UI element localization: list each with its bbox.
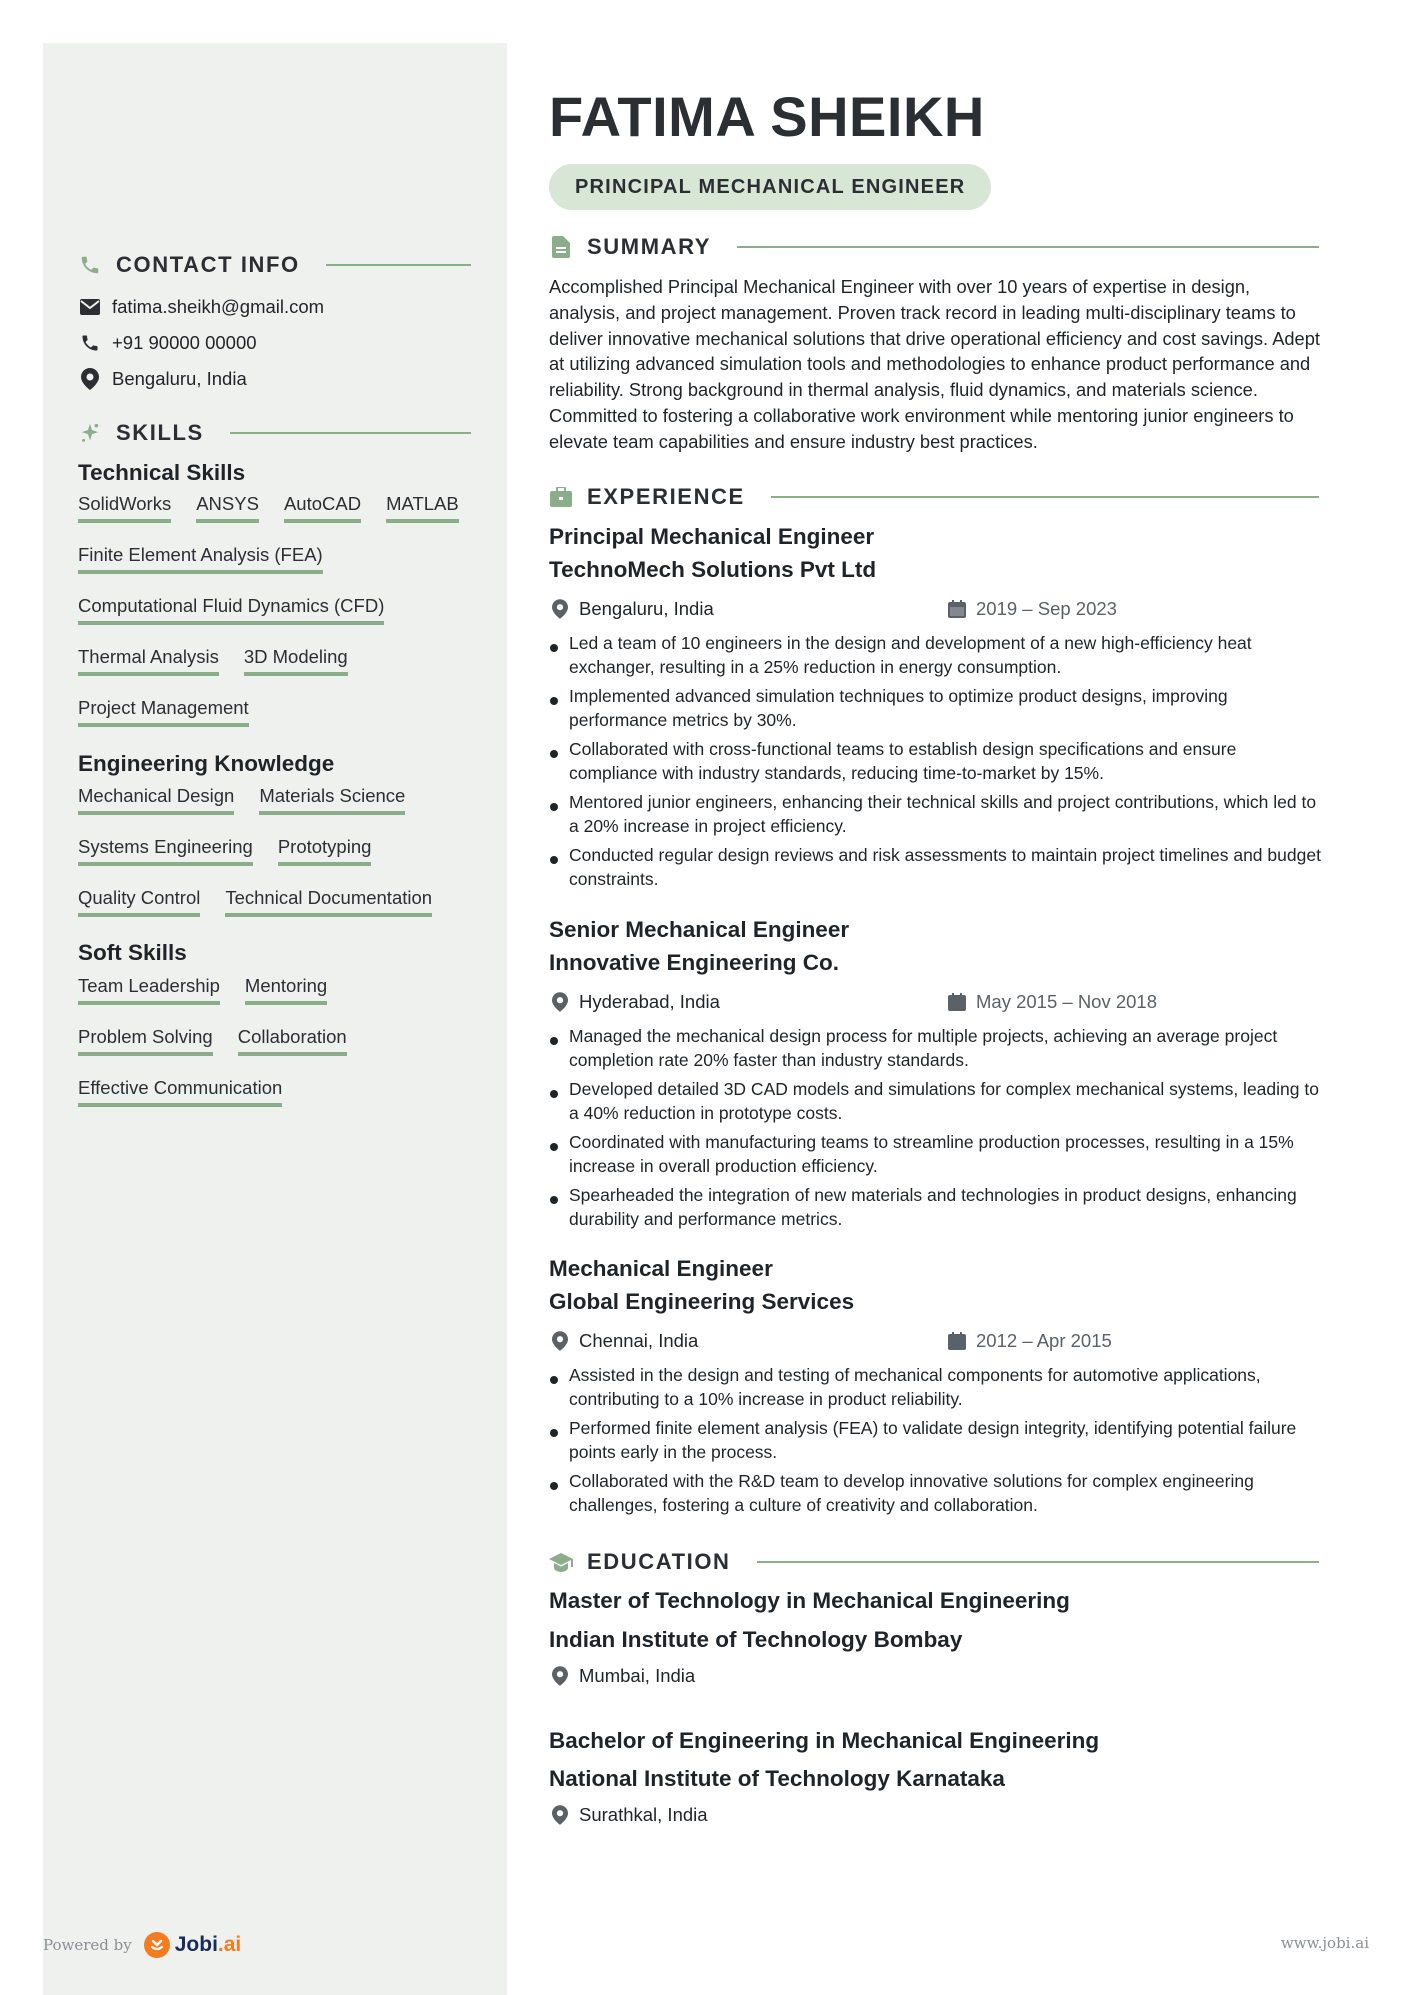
calendar-icon xyxy=(946,991,968,1013)
section-divider xyxy=(737,246,1319,248)
location-text: Bengaluru, India xyxy=(112,368,247,389)
powered-by-label: Powered by xyxy=(43,1936,132,1954)
skill-tag: Computational Fluid Dynamics (CFD) xyxy=(78,595,384,625)
calendar-icon xyxy=(946,1330,968,1352)
map-pin-icon xyxy=(549,991,571,1013)
job-title: Mechanical Engineer xyxy=(549,1256,773,1281)
summary-heading xyxy=(549,234,1319,260)
skill-tag: Project Management xyxy=(78,697,249,727)
location-text: Chennai, India xyxy=(579,1330,699,1351)
dates-text: 2019 – Sep 2023 xyxy=(976,598,1117,619)
school-name: National Institute of Technology Karnataka xyxy=(549,1766,1005,1791)
skill-tags-technical xyxy=(78,493,478,727)
contact-phone[interactable] xyxy=(78,331,257,355)
graduation-cap-icon xyxy=(549,1550,573,1574)
job-title: Senior Mechanical Engineer xyxy=(549,917,850,942)
list-item: Collaborated with cross-functional teams to establish design specifications and ensure compliance with industry standards, reducing time-to-market by 15%. xyxy=(549,738,1329,785)
skill-tag: Finite Element Analysis (FEA) xyxy=(78,544,323,574)
brand-main: Jobi xyxy=(174,1933,218,1956)
calendar-icon xyxy=(946,598,968,620)
skill-tag: Collaboration xyxy=(238,1026,347,1056)
contact-info-heading xyxy=(78,252,471,278)
skill-tags-soft xyxy=(78,975,478,1107)
skill-tag: ANSYS xyxy=(196,493,259,523)
skill-tags-engineering xyxy=(78,785,478,917)
list-item: Conducted regular design reviews and risk assessments to maintain project timelines and budget constraints. xyxy=(549,844,1329,891)
contact-info-title: CONTACT INFO xyxy=(116,252,300,277)
skill-tag: Systems Engineering xyxy=(78,836,253,866)
powered-by-footer[interactable] xyxy=(43,1932,241,1958)
brand-accent: .ai xyxy=(217,1933,242,1956)
location-text: Bengaluru, India xyxy=(579,598,714,619)
website-link[interactable]: www.jobi.ai xyxy=(1280,1934,1369,1952)
school-location xyxy=(549,1665,695,1687)
map-pin-icon xyxy=(549,1330,571,1352)
job-location xyxy=(549,598,714,620)
skill-tag: 3D Modeling xyxy=(244,646,348,676)
job-location xyxy=(549,991,720,1013)
skill-tag: Effective Communication xyxy=(78,1077,282,1107)
skills-heading xyxy=(78,420,471,446)
location-text: Hyderabad, India xyxy=(579,991,720,1012)
job-bullets xyxy=(549,1364,1329,1523)
degree-title: Master of Technology in Mechanical Engineering xyxy=(549,1588,1070,1613)
phone-icon xyxy=(78,331,102,355)
section-divider xyxy=(757,1561,1319,1563)
list-item: Assisted in the design and testing of mechanical components for automotive applications, contributing to a 10% increase in product reliability. xyxy=(549,1364,1329,1411)
job-title: Principal Mechanical Engineer xyxy=(549,524,875,549)
document-icon xyxy=(549,235,573,259)
skill-tag: AutoCAD xyxy=(284,493,361,523)
experience-title: EXPERIENCE xyxy=(587,484,745,509)
phone-text: +91 90000 00000 xyxy=(112,332,257,353)
education-heading xyxy=(549,1549,1319,1575)
skill-group-title: Engineering Knowledge xyxy=(78,751,335,776)
company-name: Global Engineering Services xyxy=(549,1289,855,1314)
jobi-logo-icon xyxy=(144,1932,170,1958)
email-text: fatima.sheikh@gmail.com xyxy=(112,296,325,317)
dates-text: 2012 – Apr 2015 xyxy=(976,1330,1112,1351)
map-pin-icon xyxy=(78,367,102,391)
contact-email[interactable] xyxy=(78,295,324,319)
dates-text: May 2015 – Nov 2018 xyxy=(976,991,1158,1012)
contact-location xyxy=(78,367,247,391)
job-location xyxy=(549,1330,698,1352)
list-item: Spearheaded the integration of new materials and technologies in product designs, enhancing durability and performance metrics. xyxy=(549,1184,1329,1231)
job-dates xyxy=(946,1330,1112,1352)
job-dates xyxy=(946,991,1157,1013)
summary-title: SUMMARY xyxy=(587,234,712,259)
list-item: Collaborated with the R&D team to develop innovative solutions for complex engineering challenges, fostering a culture of creativity and collaboration. xyxy=(549,1470,1329,1517)
list-item: Implemented advanced simulation techniques to optimize product designs, improving performance metrics by 30%. xyxy=(549,685,1329,732)
sparkle-icon xyxy=(78,421,102,445)
list-item: Managed the mechanical design process for multiple projects, achieving an average project completion rate 20% faster than industry standards. xyxy=(549,1025,1329,1072)
job-dates xyxy=(946,598,1117,620)
summary-text: Accomplished Principal Mechanical Engineer with over 10 years of expertise in design, analysis, and project management. Proven track record in leading multi-disciplinary teams to deliver innovative mechanical solutions that drive operational efficiency and cost savings. Adept at utilizing advanced simulation tools and methodologies to enhance product performance and reliability. Strong background in thermal analysis, fluid dynamics, and materials science. Committed to fostering a collaborative work environment while mentoring junior engineers to elevate team capabilities and ensure industry best practices. xyxy=(549,276,1320,452)
skill-tag: Technical Documentation xyxy=(225,887,432,917)
location-text: Mumbai, India xyxy=(579,1665,696,1686)
map-pin-icon xyxy=(549,1804,571,1826)
skill-tag: Problem Solving xyxy=(78,1026,213,1056)
section-divider xyxy=(326,264,471,266)
skill-tag: MATLAB xyxy=(386,493,459,523)
jobi-brand xyxy=(175,1933,242,1957)
school-name: Indian Institute of Technology Bombay xyxy=(549,1627,963,1652)
company-name: TechnoMech Solutions Pvt Ltd xyxy=(549,557,877,582)
skill-tag: Team Leadership xyxy=(78,975,220,1005)
skill-tag: Quality Control xyxy=(78,887,200,917)
list-item: Led a team of 10 engineers in the design and development of a new high-efficiency heat exchanger, resulting in a 25% reduction in energy consumption. xyxy=(549,632,1329,679)
skill-tag: Thermal Analysis xyxy=(78,646,219,676)
skill-tag: SolidWorks xyxy=(78,493,171,523)
skill-tag: Mentoring xyxy=(245,975,327,1005)
degree-title: Bachelor of Engineering in Mechanical Engineering xyxy=(549,1728,1100,1753)
job-bullets xyxy=(549,1025,1329,1237)
location-text: Surathkal, India xyxy=(579,1804,708,1825)
skill-tag: Mechanical Design xyxy=(78,785,234,815)
list-item: Performed finite element analysis (FEA) to validate design integrity, identifying potential failure points early in the process. xyxy=(549,1417,1329,1464)
education-title: EDUCATION xyxy=(587,1549,731,1574)
section-divider xyxy=(771,496,1319,498)
list-item: Developed detailed 3D CAD models and simulations for complex mechanical systems, leading to a 40% reduction in prototype costs. xyxy=(549,1078,1329,1125)
briefcase-icon xyxy=(549,485,573,509)
skill-tag: Prototyping xyxy=(278,836,372,866)
experience-heading xyxy=(549,484,1319,510)
company-name: Innovative Engineering Co. xyxy=(549,950,840,975)
envelope-icon xyxy=(78,295,102,319)
skills-title: SKILLS xyxy=(116,420,204,445)
list-item: Coordinated with manufacturing teams to streamline production processes, resulting in a 15% increase in overall production efficiency. xyxy=(549,1131,1329,1178)
role-text: PRINCIPAL MECHANICAL ENGINEER xyxy=(575,175,966,198)
map-pin-icon xyxy=(549,598,571,620)
phone-icon xyxy=(78,253,102,277)
candidate-name: FATIMA SHEIKH xyxy=(549,85,985,148)
skill-tag: Materials Science xyxy=(259,785,405,815)
skill-group-title: Soft Skills xyxy=(78,940,187,965)
role-badge xyxy=(549,164,991,210)
job-bullets xyxy=(549,632,1329,897)
section-divider xyxy=(230,432,471,434)
map-pin-icon xyxy=(549,1665,571,1687)
skill-group-title: Technical Skills xyxy=(78,460,246,485)
list-item: Mentored junior engineers, enhancing their technical skills and project contributions, which led to a 20% increase in project efficiency. xyxy=(549,791,1329,838)
school-location xyxy=(549,1804,708,1826)
